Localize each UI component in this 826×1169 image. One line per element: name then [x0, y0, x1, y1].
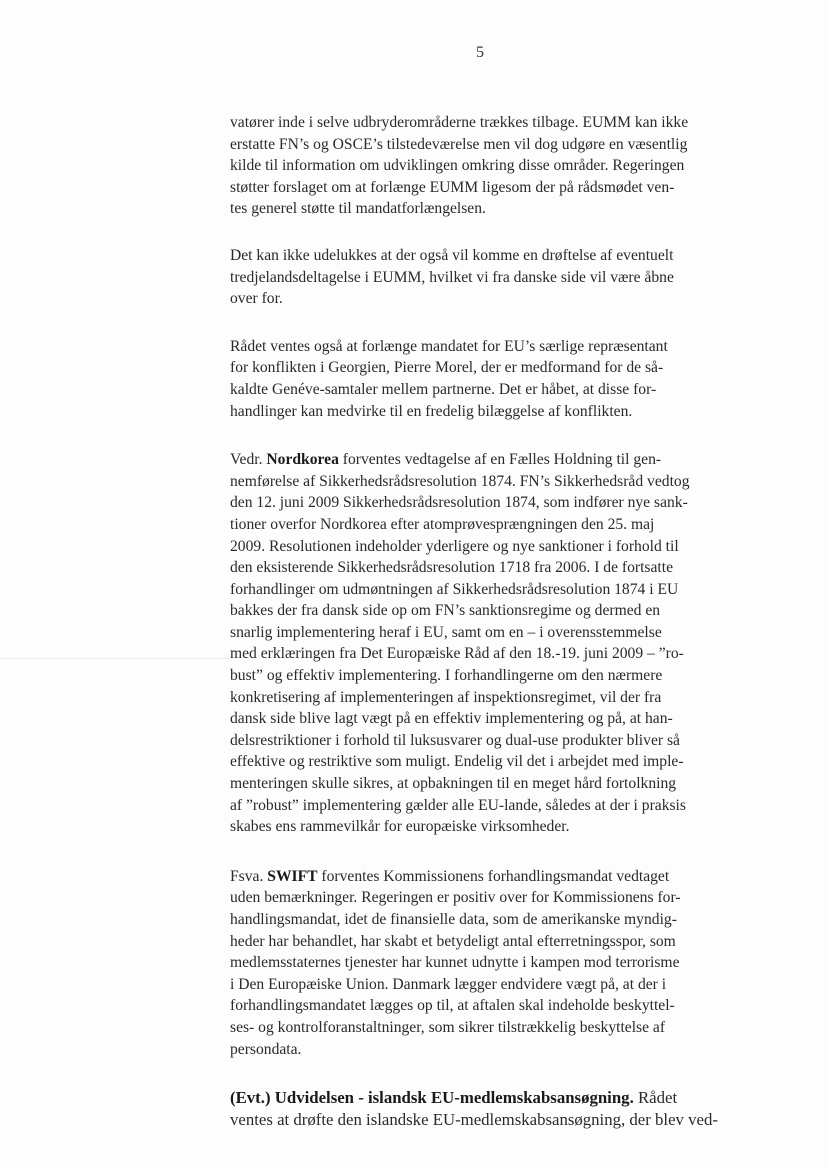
paragraph-third-country: [230, 245, 750, 310]
text-line: handlingsmandat, idet de finansielle data, som de amerikanske myndig-: [230, 911, 677, 928]
text-line: vatører inde i selve udbryderområderne trækkes tilbage. EUMM kan ikke: [230, 114, 689, 131]
text-rest: Rådet: [633, 1088, 678, 1108]
text-line: støtter forslaget om at forlænge EUMM ligesom der på rådsmødet ven-: [230, 178, 675, 196]
text-line: Det kan ikke udelukkes at der også vil komme en drøftelse af eventuelt: [230, 246, 674, 264]
text-line: bust” og effektiv implementering. I forhandlingerne om den nærmere: [230, 667, 663, 685]
text-line: tes generel støtte til mandatforlængelsen.: [230, 200, 486, 218]
text-line: snarlig implementering heraf i EU, samt om en – i overensstemmelse: [230, 623, 662, 641]
text-line: tredjelandsdeltagelse i EUMM, hvilket vi fra danske side vil være åbne: [230, 268, 674, 286]
text-line: menteringen skulle sikres, at opbakningen til en meget hård fortolkning: [230, 775, 677, 793]
text-line: delsrestriktioner i forhold til luksusvarer og dual-use produkter bliver så: [230, 731, 680, 749]
paragraph-nordkorea: [230, 449, 750, 838]
text-line: effektive og restriktive som muligt. Endelig vil det i arbejdet med imple-: [230, 753, 684, 771]
text-line: kilde til information om udviklingen omkring disse områder. Regeringen: [230, 157, 685, 175]
bold-keyword-swift: SWIFT: [267, 867, 318, 885]
paragraph-eumm-mandate: [230, 112, 750, 220]
document-body: [230, 112, 750, 1152]
bold-keyword-nordkorea: Nordkorea: [266, 451, 339, 469]
text-line: handlinger kan medvirke til en fredelig bilæggelse af konflikten.: [230, 402, 633, 420]
text-line: den eksisterende Sikkerhedsrådsresolution 1718 fra 2006. I de fortsatte: [230, 559, 673, 577]
paragraph-swift: [230, 866, 750, 1060]
text-line: kaldte Genéve-samtaler mellem partnerne. Det er håbet, at disse for-: [230, 380, 657, 398]
text-line: erstatte FN’s og OSCE’s tilstedeværelse men vil dog udgøre en væsentlig: [230, 135, 688, 153]
text-rest: forventes Kommissionens forhandlingsmandat vedtaget: [317, 867, 670, 885]
text-line: af ”robust” implementering gælder alle EU-lande, således at der i praksis: [230, 796, 686, 814]
text-line: bakkes der fra dansk side op om FN’s sanktionsregime og dermed en: [230, 602, 661, 620]
text-line: ses- og kontrolforanstaltninger, som sikrer tilstrækkelig beskyttelse af: [230, 1018, 666, 1036]
page-number: 5: [476, 44, 484, 61]
bold-heading-iceland: (Evt.) Udvidelsen - islandsk EU-medlemskabsansøgning.: [230, 1088, 634, 1108]
text-line: heder har behandlet, har skabt et betydeligt antal efterretningsspor, som: [230, 932, 676, 950]
text-prefix: Fsva.: [230, 867, 268, 885]
paragraph-special-representative: [230, 336, 750, 422]
text-line: for konflikten i Georgien, Pierre Morel, der er medformand for de så-: [230, 359, 664, 377]
text-line-first: [230, 866, 750, 888]
text-rest: forventes vedtagelse af en Fælles Holdning til gen-: [338, 451, 662, 469]
text-line-first: [230, 1087, 750, 1109]
text-line-first: [230, 449, 750, 471]
text-line: tioner overfor Nordkorea efter atomprøvesprængningen den 25. maj: [230, 515, 655, 533]
text-line: nemførelse af Sikkerhedsrådsresolution 1874. FN’s Sikkerhedsråd vedtog: [230, 472, 690, 490]
text-line: uden bemærkninger. Regeringen er positiv over for Kommissionens for-: [230, 889, 681, 907]
text-line: ventes at drøfte den islandske EU-medlemskabsansøgning, der blev ved-: [230, 1109, 718, 1129]
text-line: forhandlingsmandatet lægges op til, at aftalen skal indeholde beskyttel-: [230, 997, 675, 1015]
text-line: skabes ens rammevilkår for europæiske virksomheder.: [230, 818, 570, 836]
text-line: over for.: [230, 290, 283, 308]
text-prefix: Vedr.: [230, 451, 267, 469]
text-line: persondata.: [230, 1040, 302, 1058]
text-line: dansk side blive lagt vægt på en effektiv implementering og på, at han-: [230, 710, 673, 728]
scan-artifact-line: [0, 658, 230, 659]
text-line: den 12. juni 2009 Sikkerhedsrådsresolution 1874, som indfører nye sank-: [230, 494, 688, 512]
text-line: konkretisering af implementeringen af inspektionsregimet, vil der fra: [230, 688, 662, 706]
text-line: 2009. Resolutionen indeholder yderligere og nye sanktioner i forhold til: [230, 537, 679, 555]
text-line: medlemsstaternes tjenester har kunnet udnytte i kampen mod terrorisme: [230, 954, 680, 972]
text-line: forhandlinger om udmøntningen af Sikkerhedsrådsresolution 1874 i EU: [230, 580, 679, 598]
text-line: i Den Europæiske Union. Danmark lægger endvidere vægt på, at der i: [230, 975, 667, 993]
text-line: Rådet ventes også at forlænge mandatet for EU’s særlige repræsentant: [230, 337, 668, 355]
paragraph-iceland-enlargement: [230, 1087, 750, 1130]
text-line: med erklæringen fra Det Europæiske Råd af den 18.-19. juni 2009 – ”ro-: [230, 645, 684, 663]
